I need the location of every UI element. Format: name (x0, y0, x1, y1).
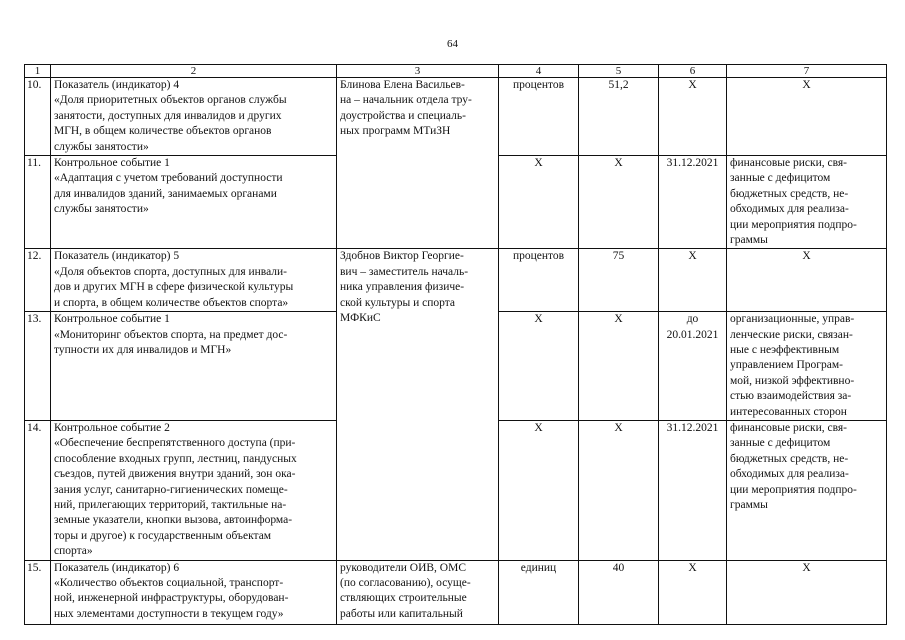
unit-cell: процентов (499, 78, 579, 156)
deadline-cell: 31.12.2021 (659, 156, 727, 249)
unit-cell: X (499, 156, 579, 249)
item-description: Контрольное событие 1 «Мониторинг объектов спорта, на предмет дос- тупности их для инвалидов и МГН» (51, 312, 337, 421)
indicators-table (24, 64, 887, 625)
unit-cell: процентов (499, 249, 579, 312)
row-number: 13. (25, 312, 51, 421)
deadline-cell: до 20.01.2021 (659, 312, 727, 421)
row-number: 15. (25, 560, 51, 624)
column-number: 1 (25, 65, 51, 78)
row-number: 14. (25, 420, 51, 560)
risks-cell: финансовые риски, свя- занные с дефицитом бюджетных средств, не- обходимых для реализа- ции мероприятия подпро- граммы (727, 420, 887, 560)
column-number-row (25, 65, 887, 78)
deadline-cell: X (659, 78, 727, 156)
unit-cell: X (499, 420, 579, 560)
table-row (25, 560, 887, 624)
risks-cell: X (727, 249, 887, 312)
value-cell: X (579, 156, 659, 249)
item-description: Контрольное событие 2 «Обеспечение беспрепятственного доступа (при- способление входных групп, лестниц, пандусных съездов, путей движения внутри зданий, зон ока- зания услуг, санитарно-гигиенических помеще- ний, прилегающих территорий, тактильные на- земные указатели, кнопки вызова, автоинформа- торы и другое) к государственным объектам спорта» (51, 420, 337, 560)
risks-cell: финансовые риски, свя- занные с дефицитом бюджетных средств, не- обходимых для реализа- ции мероприятия подпро- граммы (727, 156, 887, 249)
column-number: 7 (727, 65, 887, 78)
responsible-person: руководители ОИВ, ОМС (по согласованию), осуще- ствляющих строительные работы или капитальный (337, 560, 499, 624)
value-cell: 75 (579, 249, 659, 312)
page-number: 64 (447, 38, 458, 50)
value-cell: 40 (579, 560, 659, 624)
column-number: 4 (499, 65, 579, 78)
item-description: Показатель (индикатор) 6 «Количество объектов социальной, транспорт- ной, инженерной инфраструктуры, оборудован- ных элементами доступности в текущем году» (51, 560, 337, 624)
deadline-cell: X (659, 560, 727, 624)
item-description: Контрольное событие 1 «Адаптация с учетом требований доступности для инвалидов зданий, занимаемых органами службы занятости» (51, 156, 337, 249)
value-cell: X (579, 312, 659, 421)
unit-cell: X (499, 312, 579, 421)
column-number: 3 (337, 65, 499, 78)
column-number: 2 (51, 65, 337, 78)
column-number: 5 (579, 65, 659, 78)
item-description: Показатель (индикатор) 4 «Доля приоритетных объектов органов службы занятости, доступных для инвалидов и других МГН, в общем количестве объектов органов службы занятости» (51, 78, 337, 156)
table-row (25, 249, 887, 312)
responsible-person: Здобнов Виктор Георгие- вич – заместитель началь- ника управления физиче- ской культуры и спорта МФКиС (337, 249, 499, 560)
deadline-cell: X (659, 249, 727, 312)
risks-cell: X (727, 78, 887, 156)
risks-cell: X (727, 560, 887, 624)
responsible-person: Блинова Елена Васильев- на – начальник отдела тру- доустройства и специаль- ных программ МТиЗН (337, 78, 499, 249)
column-number: 6 (659, 65, 727, 78)
value-cell: X (579, 420, 659, 560)
risks-cell: организационные, управ- ленческие риски, связан- ные с неэффективным управлением Програм- мой, низкой эффективно- стью взаимодействия за- интересованных сторон (727, 312, 887, 421)
row-number: 11. (25, 156, 51, 249)
value-cell: 51,2 (579, 78, 659, 156)
table-row (25, 78, 887, 156)
row-number: 12. (25, 249, 51, 312)
deadline-cell: 31.12.2021 (659, 420, 727, 560)
row-number: 10. (25, 78, 51, 156)
item-description: Показатель (индикатор) 5 «Доля объектов спорта, доступных для инвали- дов и других МГН в сфере физической культуры и спорта, в общем количестве объектов спорта» (51, 249, 337, 312)
unit-cell: единиц (499, 560, 579, 624)
